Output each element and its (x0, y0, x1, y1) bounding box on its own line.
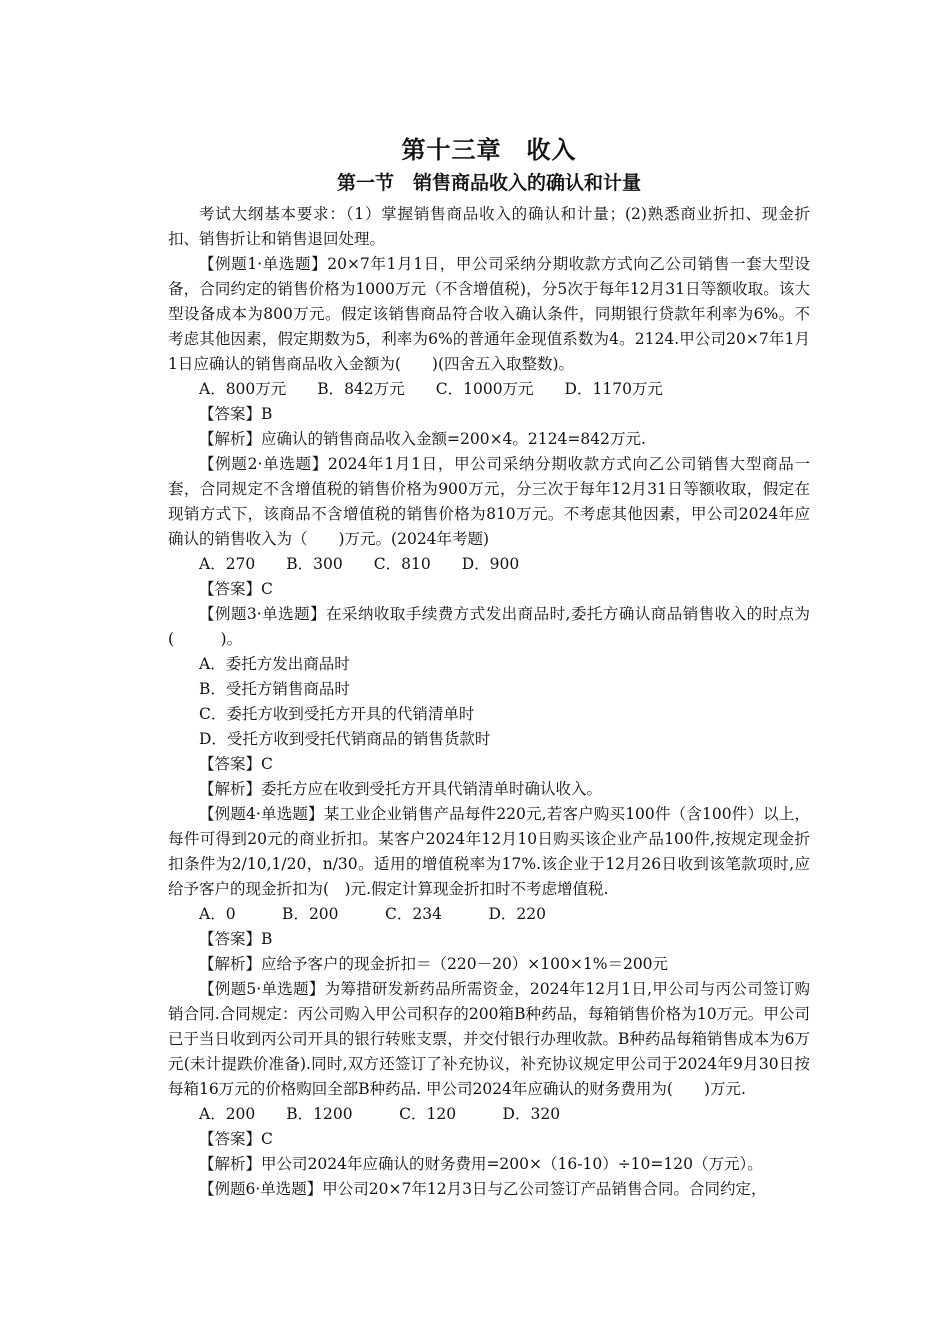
answer-options: D．受托方收到受托代销商品的销售货款时 (199, 730, 491, 748)
paragraph: 【解析】应确认的销售商品收入金额=200×4。2124=842万元. (199, 430, 646, 448)
paragraph: 【例题5·单选题】为筹措研发新药品所需资金，2024年12月1日,甲公司与丙公司签订购销合同.合同规定：丙公司购入甲公司积存的200箱B种药品，每箱销售价格为10万元。甲公司已于当日收到丙公司开具的银行转账支票，并交付银行办理收款。B种药品每箱销售成本为6万元(未计提跌价准备).同时,双方还签订了补充协议，补充协议规定甲公司于2024年9月30日按每箱16万元的价格购回全部B种药品. 甲公司2024年应确认的财务费用为( )万元. (168, 980, 810, 1098)
answer-options: A．800万元 B．842万元 C．1000万元 D．1170万元 (199, 380, 663, 398)
paragraph: 【解析】甲公司2024年应确认的财务费用=200×（16-10）÷10=120（万元）。 (199, 1155, 763, 1173)
paragraph: 【例题3·单选题】在采纳收取手续费方式发出商品时,委托方确认商品销售收入的时点为( )。 (168, 605, 810, 648)
document-body (168, 202, 810, 1202)
paragraph: 考试大纲基本要求：（1）掌握销售商品收入的确认和计量；(2)熟悉商业折扣、现金折扣、销售折让和销售退回处理。 (168, 205, 810, 248)
paragraph: 【答案】C (199, 1130, 273, 1148)
chapter-title: 第十三章 收入 (401, 136, 577, 164)
paragraph: 【例题6·单选题】甲公司20×7年12月3日与乙公司签订产品销售合同。合同约定， (199, 1180, 767, 1198)
answer-options: A．0 B．200 C．234 D．220 (199, 905, 546, 923)
paragraph: 【例题2·单选题】2024年1月1日，甲公司采纳分期收款方式向乙公司销售大型商品一套，合同规定不含增值税的销售价格为900万元，分三次于每年12月31日等额收取，假定在现销方式下，该商品不含增值税的销售价格为810万元。不考虑其他因素，甲公司2024年应确认的销售收入为（ )万元。(2024年考题) (168, 455, 810, 548)
paragraph: 【例题1·单选题】20×7年1月1日，甲公司采纳分期收款方式向乙公司销售一套大型设备，合同约定的销售价格为1000万元（不含增值税)，分5次于每年12月31日等额收取。该大型设备成本为800万元。假定该销售商品符合收入确认条件，同期银行贷款年利率为6%。不考虑其他因素，假定期数为5，利率为6%的普通年金现值系数为4。2124.甲公司20×7年1月1日应确认的销售商品收入金额为( )(四舍五入取整数)。 (168, 255, 810, 373)
paragraph: 【解析】应给予客户的现金折扣＝（220－20）×100×1%＝200元 (199, 955, 669, 973)
paragraph: 【答案】B (199, 930, 273, 948)
paragraph: 【解析】委托方应在收到受托方开具代销清单时确认收入。 (199, 780, 603, 798)
paragraph: 【答案】C (199, 755, 273, 773)
answer-options: A．委托方发出商品时 (199, 655, 350, 673)
paragraph: 【答案】C (199, 580, 273, 598)
answer-options: C．委托方收到受托方开具的代销清单时 (199, 705, 475, 723)
paragraph: 【答案】B (199, 405, 273, 423)
answer-options: A．270 B．300 C．810 D．900 (199, 555, 520, 573)
section-title: 第一节 销售商品收入的确认和计量 (336, 172, 641, 194)
paragraph: 【例题4·单选题】某工业企业销售产品每件220元,若客户购买100件（含100件）以上，每件可得到20元的商业折扣。某客户2024年12月10日购买该企业产品100件,按规定现金折扣条件为2/10,1/20，n/30。适用的增值税率为17%.该企业于12月26日收到该笔款项时,应给予客户的现金折扣为( )元.假定计算现金折扣时不考虑增值税. (168, 805, 810, 898)
answer-options: B．受托方销售商品时 (199, 680, 350, 698)
answer-options: A．200 B．1200 C．120 D．320 (199, 1105, 561, 1123)
